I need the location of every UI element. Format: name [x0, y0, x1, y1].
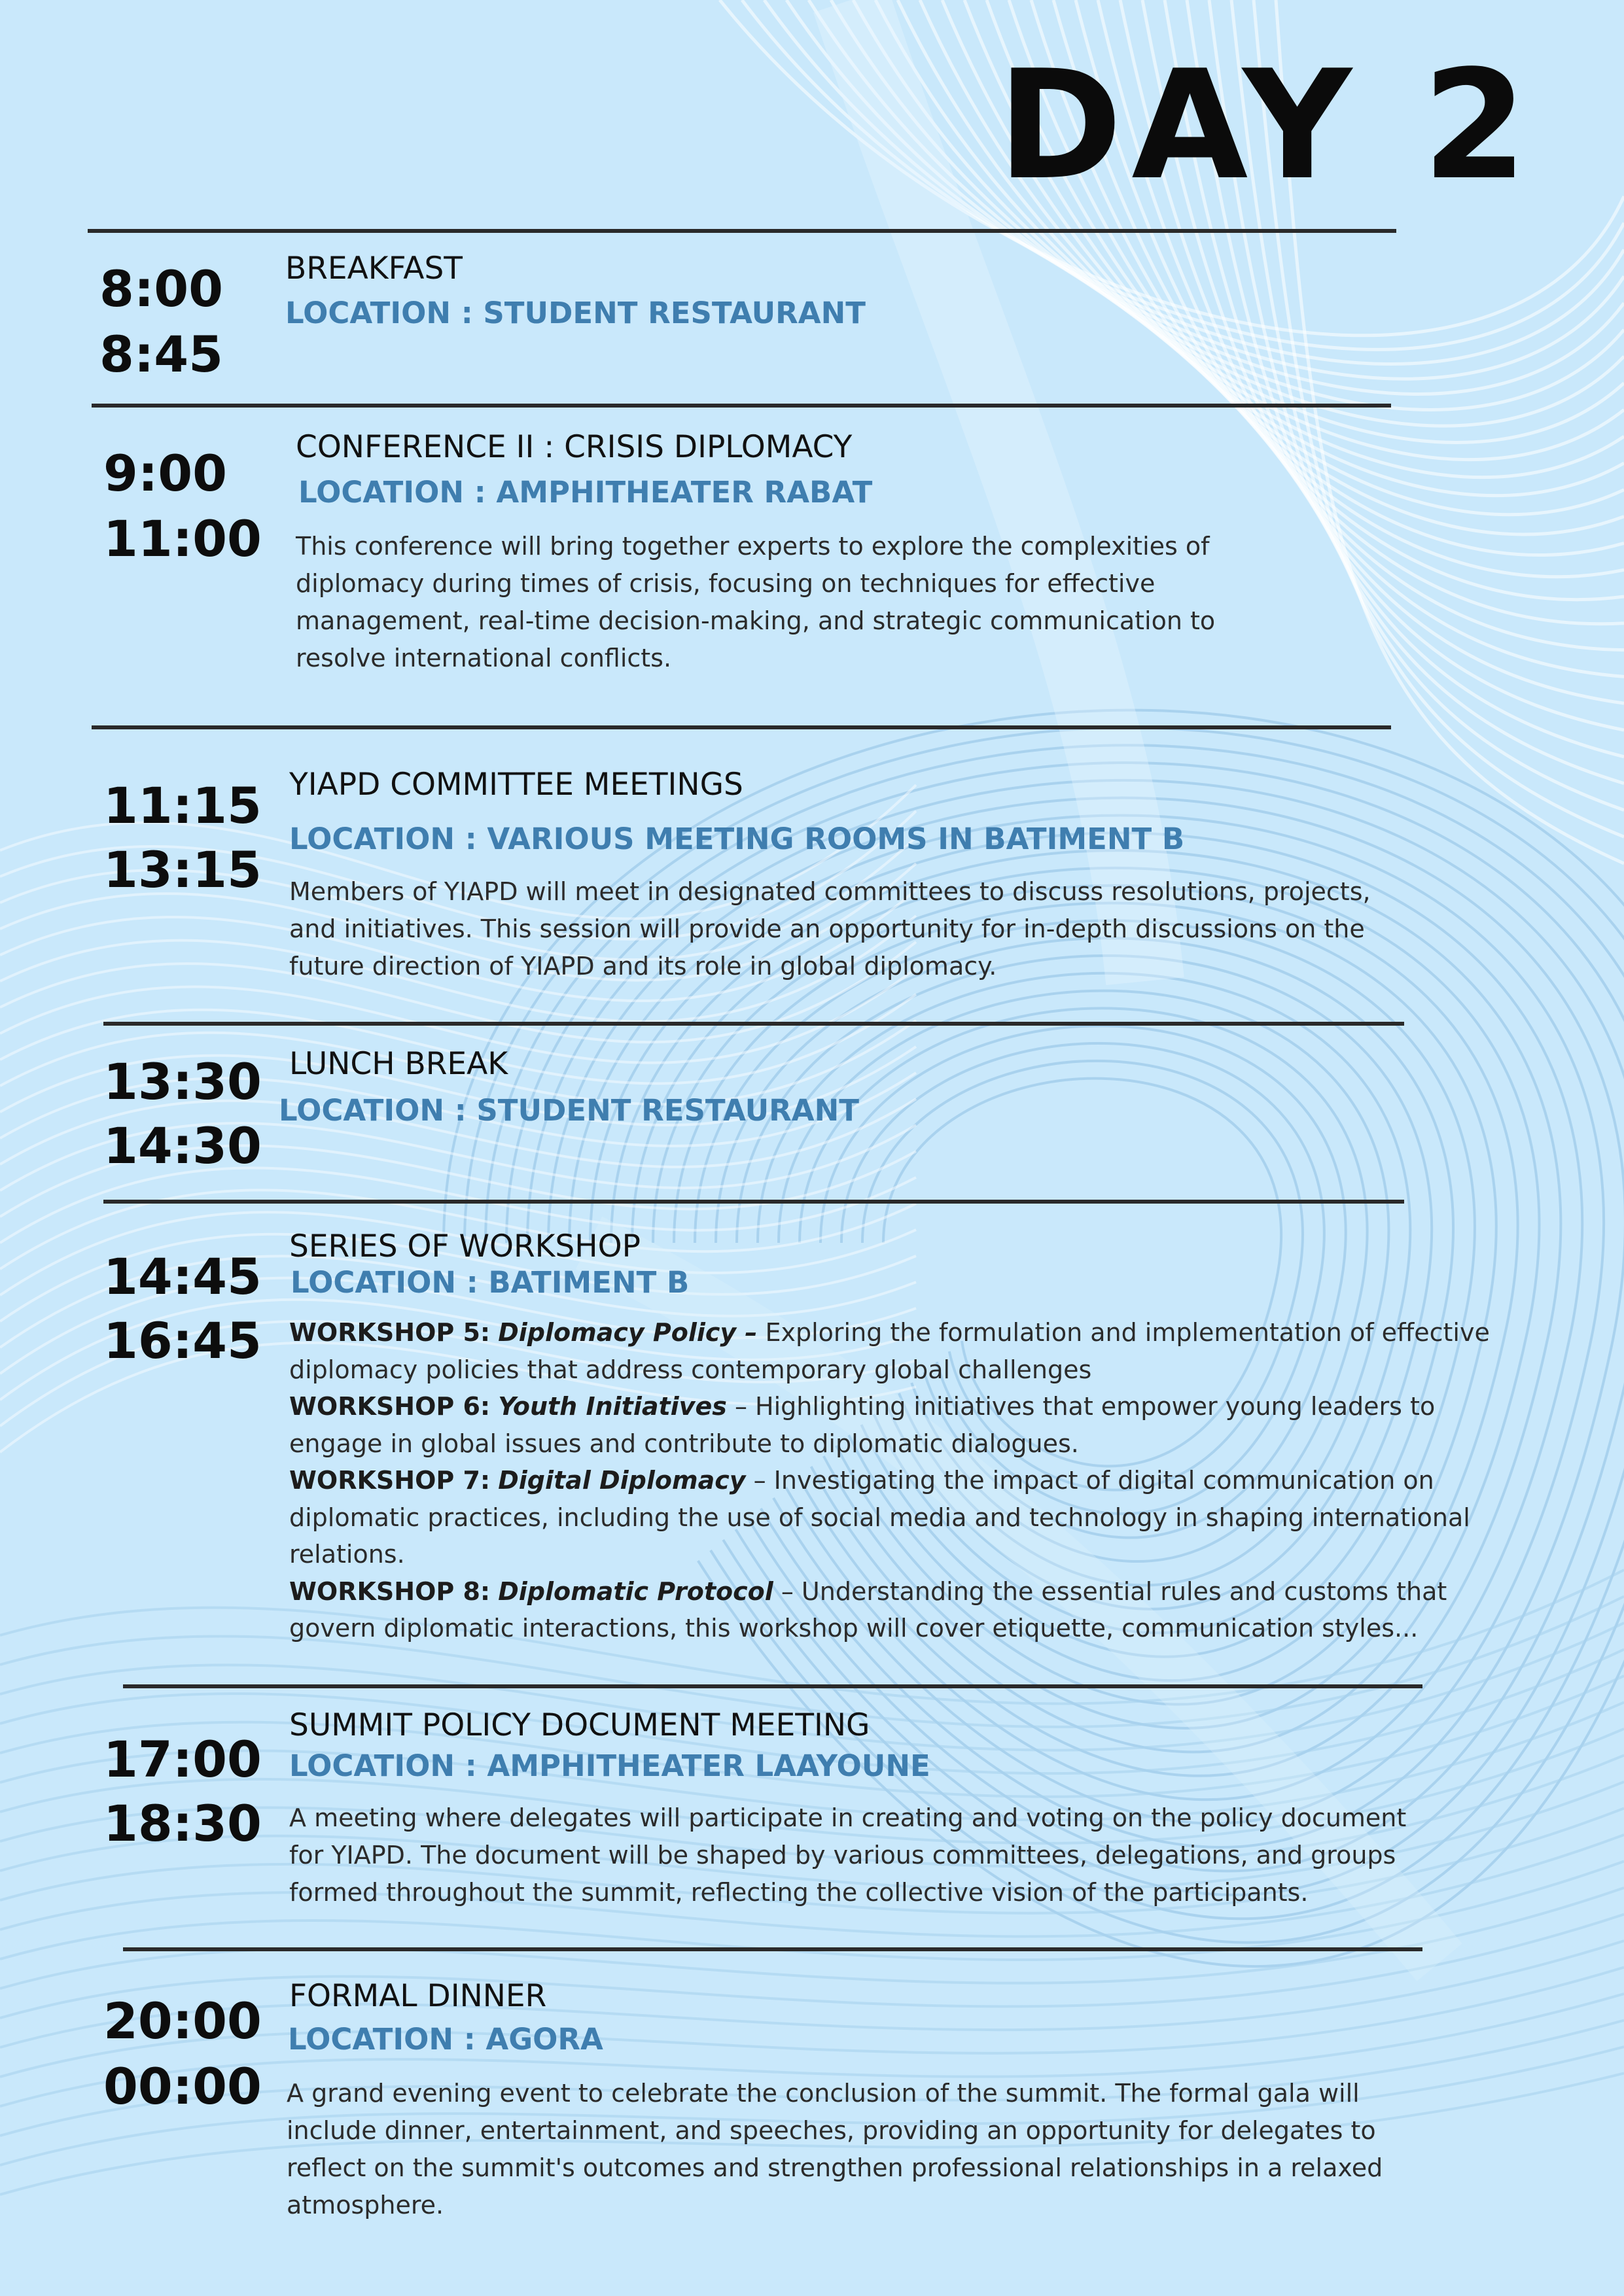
end-time: 14:30: [103, 1117, 262, 1175]
session-location: LOCATION : AMPHITHEATER LAAYOUNE: [289, 1748, 930, 1783]
end-time: 8:45: [99, 325, 224, 383]
divider: [103, 1200, 1404, 1204]
divider: [123, 1947, 1422, 1951]
divider: [92, 725, 1391, 729]
workshop-item: [289, 1388, 1526, 1462]
workshop-name: Diplomacy Policy –: [498, 1318, 758, 1347]
start-time: 8:00: [99, 260, 224, 318]
session-title: LUNCH BREAK: [289, 1046, 508, 1082]
end-time: 13:15: [103, 841, 262, 899]
session-location: LOCATION : VARIOUS MEETING ROOMS IN BATIMENT B: [289, 822, 1185, 856]
end-time: 18:30: [103, 1794, 262, 1852]
workshop-label: WORKSHOP 5:: [289, 1318, 491, 1347]
session-description: Members of YIAPD will meet in designated committees to discuss resolutions, projects, and initiatives. This session will provide an opportunity for in-depth discussions on the future direction of YIAPD and its role in global diplomacy.: [289, 877, 1371, 981]
workshop-item: [289, 1462, 1526, 1573]
start-time: 20:00: [103, 1992, 262, 2050]
session-location: LOCATION : AMPHITHEATER RABAT: [298, 475, 873, 510]
session-location: LOCATION : AGORA: [288, 2022, 603, 2057]
workshop-label: WORKSHOP 8:: [289, 1576, 491, 1606]
divider: [88, 229, 1396, 233]
session-title: FORMAL DINNER: [289, 1978, 547, 2014]
divider: [103, 1022, 1404, 1026]
session-title: BREAKFAST: [285, 251, 463, 287]
session-title: YIAPD COMMITTEE MEETINGS: [289, 767, 743, 803]
session-location: LOCATION : STUDENT RESTAURANT: [285, 296, 866, 330]
workshop-description: – Highlighting initiatives that empower young leaders to engage in global issues and contribute to diplomatic dialogues.: [289, 1392, 1436, 1458]
session-description: A meeting where delegates will participate in creating and voting on the policy document for YIAPD. The document will be shaped by various committees, delegations, and groups formed throughout the summit, reflecting the collective vision of the participants.: [289, 1803, 1407, 1907]
start-time: 11:15: [103, 776, 262, 835]
divider: [123, 1684, 1422, 1688]
session-location: LOCATION : STUDENT RESTAURANT: [279, 1093, 859, 1128]
page-title: DAY 2: [997, 39, 1536, 213]
workshop-name: Diplomatic Protocol: [498, 1576, 773, 1606]
workshop-item: [289, 1314, 1526, 1388]
workshop-description: Exploring the formulation and implementation of effective diplomacy policies that address contemporary global challenges: [289, 1318, 1490, 1384]
start-time: 13:30: [103, 1052, 262, 1111]
session-title: SUMMIT POLICY DOCUMENT MEETING: [289, 1707, 870, 1743]
divider: [92, 404, 1391, 408]
start-time: 17:00: [103, 1730, 262, 1788]
session-title: CONFERENCE II : CRISIS DIPLOMACY: [296, 429, 853, 465]
session-title: SERIES OF WORKSHOP: [289, 1228, 641, 1264]
session-location: LOCATION : BATIMENT B: [291, 1265, 690, 1300]
workshop-label: WORKSHOP 7:: [289, 1466, 491, 1495]
workshop-label: WORKSHOP 6:: [289, 1392, 491, 1421]
start-time: 14:45: [103, 1247, 262, 1306]
end-time: 00:00: [103, 2057, 262, 2115]
session-description: This conference will bring together experts to explore the complexities of diplomacy during times of crisis, focusing on techniques for effective management, real-time decision-making, and strategic communication to resolve international conflicts.: [296, 532, 1216, 672]
workshop-item: [289, 1573, 1526, 1647]
workshop-description: – Understanding the essential rules and customs that govern diplomatic interactions, this workshop will cover etiquette, communication styles...: [289, 1576, 1447, 1643]
start-time: 9:00: [103, 444, 228, 502]
session-description: A grand evening event to celebrate the conclusion of the summit. The formal gala will include dinner, entertainment, and speeches, providing an opportunity for delegates to reflect on the summit's outcomes and strengthen professional relationships in a relaxed atmosphere.: [287, 2079, 1383, 2219]
workshop-name: Youth Initiatives: [498, 1392, 727, 1421]
workshop-name: Digital Diplomacy: [498, 1466, 746, 1495]
end-time: 11:00: [103, 510, 262, 568]
workshop-description: – Investigating the impact of digital communication on diplomatic practices, including the use of social media and technology in shaping international relations.: [289, 1466, 1470, 1569]
workshop-list: [289, 1314, 1526, 1647]
end-time: 16:45: [103, 1312, 262, 1370]
